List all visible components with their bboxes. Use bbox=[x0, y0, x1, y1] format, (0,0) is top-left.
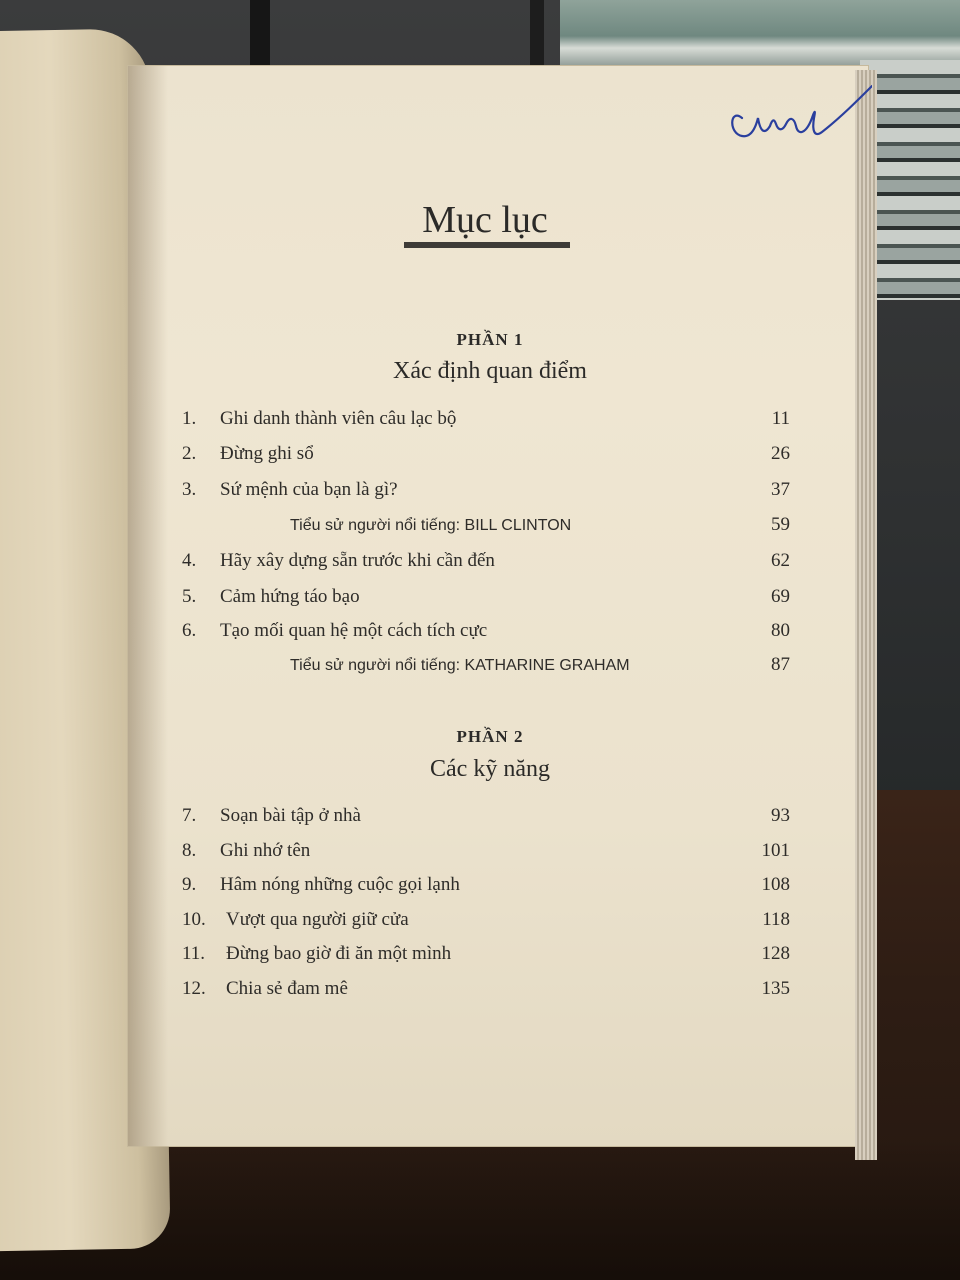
entry-number: 11. bbox=[182, 943, 206, 964]
entry-title: Sứ mệnh của bạn là gì? bbox=[220, 479, 398, 500]
book-gutter-shadow bbox=[128, 66, 168, 1146]
toc-entry bbox=[182, 840, 790, 868]
entry-number: 1. bbox=[182, 408, 197, 429]
toc-entry bbox=[182, 978, 790, 1006]
toc-entry bbox=[182, 479, 790, 507]
toc-entry-biography bbox=[182, 654, 790, 682]
toc-entry bbox=[182, 586, 790, 614]
entry-page: 87 bbox=[771, 654, 790, 675]
toc-entry bbox=[182, 443, 790, 471]
entry-number: 9. bbox=[182, 874, 197, 895]
entry-number: 5. bbox=[182, 586, 197, 607]
part-1-title: Xác định quan điểm bbox=[393, 358, 587, 384]
toc-entry bbox=[182, 874, 790, 902]
page-title: Mục lục bbox=[422, 199, 548, 241]
toc-entry bbox=[182, 943, 790, 971]
entry-number: 7. bbox=[182, 805, 197, 826]
part-2-title: Các kỹ năng bbox=[430, 756, 550, 782]
part-2-label: PHẦN 2 bbox=[456, 727, 524, 746]
entry-page: 26 bbox=[771, 443, 790, 464]
entry-title: Tiểu sử người nổi tiếng: BILL CLINTON bbox=[290, 517, 572, 534]
toc-entry bbox=[182, 620, 790, 648]
title-underline bbox=[404, 242, 570, 248]
entry-title: Soạn bài tập ở nhà bbox=[220, 805, 361, 826]
entry-page: 69 bbox=[771, 586, 790, 607]
entry-page: 108 bbox=[761, 874, 790, 895]
entry-page: 101 bbox=[761, 840, 790, 861]
part-1-label: PHẦN 1 bbox=[456, 330, 524, 349]
entry-page: 135 bbox=[761, 978, 790, 999]
entry-page: 80 bbox=[771, 620, 790, 641]
entry-page: 11 bbox=[771, 408, 790, 429]
entry-title: Hãy xây dựng sẵn trước khi cần đến bbox=[220, 550, 495, 571]
entry-title: Đừng bao giờ đi ăn một mình bbox=[226, 943, 452, 964]
entry-page: 37 bbox=[771, 479, 790, 500]
entry-title: Hâm nóng những cuộc gọi lạnh bbox=[220, 874, 460, 895]
entry-number: 6. bbox=[182, 620, 197, 641]
entry-page: 62 bbox=[771, 550, 790, 571]
entry-title: Chia sẻ đam mê bbox=[226, 978, 348, 999]
handwritten-signature bbox=[722, 78, 872, 148]
toc-entry bbox=[182, 805, 790, 833]
entry-title: Ghi nhớ tên bbox=[220, 840, 311, 861]
entry-number: 2. bbox=[182, 443, 197, 464]
entry-title: Cảm hứng táo bạo bbox=[220, 586, 360, 607]
entry-title: Đừng ghi sổ bbox=[220, 443, 314, 464]
entry-page: 118 bbox=[762, 909, 790, 930]
entry-title: Tiểu sử người nổi tiếng: KATHARINE GRAHAM bbox=[290, 657, 630, 674]
entry-number: 4. bbox=[182, 550, 197, 571]
toc-entry bbox=[182, 909, 790, 937]
shelf-post bbox=[530, 0, 544, 66]
entry-page: 128 bbox=[761, 943, 790, 964]
entry-page: 59 bbox=[771, 514, 790, 535]
shelf-post bbox=[250, 0, 270, 70]
entry-title: Vượt qua người giữ cửa bbox=[226, 909, 409, 930]
toc-entry-biography bbox=[182, 514, 790, 542]
toc-entry bbox=[182, 550, 790, 578]
entry-page: 93 bbox=[771, 805, 790, 826]
entry-title: Ghi danh thành viên câu lạc bộ bbox=[220, 408, 457, 429]
entry-number: 10. bbox=[182, 909, 206, 930]
book-page-edges bbox=[855, 70, 877, 1160]
entry-number: 8. bbox=[182, 840, 197, 861]
entry-title: Tạo mối quan hệ một cách tích cực bbox=[220, 620, 488, 641]
toc-entry bbox=[182, 408, 790, 436]
entry-number: 3. bbox=[182, 479, 197, 500]
entry-number: 12. bbox=[182, 978, 206, 999]
